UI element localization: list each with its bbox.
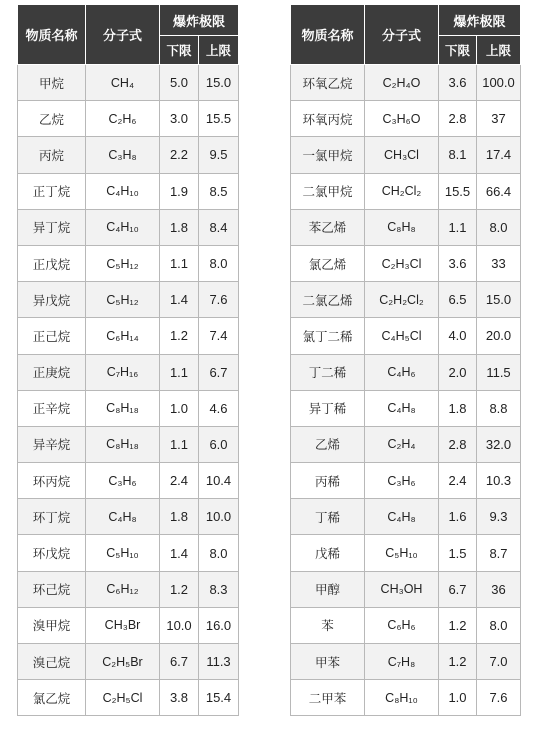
upper-limit-cell: 8.8 — [477, 390, 521, 426]
substance-name-cell: 丙烷 — [18, 137, 86, 173]
header-explosion-limits: 爆炸极限 — [439, 5, 521, 36]
formula-cell: C₈H₁₈ — [86, 390, 160, 426]
substance-name-cell: 氯乙烯 — [291, 245, 365, 281]
table-row — [18, 499, 239, 535]
substance-name-cell: 环氧丙烷 — [291, 101, 365, 137]
formula-cell: C₈H₁₀ — [365, 680, 439, 716]
formula-cell: C₄H₈ — [365, 499, 439, 535]
lower-limit-cell: 2.4 — [439, 463, 477, 499]
substance-name-cell: 环丙烷 — [18, 463, 86, 499]
upper-limit-cell: 33 — [477, 245, 521, 281]
lower-limit-cell: 3.0 — [160, 101, 199, 137]
upper-limit-cell: 8.3 — [199, 571, 239, 607]
lower-limit-cell: 1.8 — [160, 209, 199, 245]
table-row — [291, 245, 521, 281]
table-row — [18, 65, 239, 101]
substance-name-cell: 环氧乙烷 — [291, 65, 365, 101]
lower-limit-cell: 10.0 — [160, 607, 199, 643]
upper-limit-cell: 8.0 — [199, 535, 239, 571]
table-row — [18, 426, 239, 462]
upper-limit-cell: 8.5 — [199, 173, 239, 209]
formula-cell: CH₃Cl — [365, 137, 439, 173]
upper-limit-cell: 16.0 — [199, 607, 239, 643]
formula-cell: CH₃Br — [86, 607, 160, 643]
upper-limit-cell: 7.6 — [199, 282, 239, 318]
table-row — [18, 282, 239, 318]
substance-name-cell: 甲苯 — [291, 644, 365, 680]
substance-name-cell: 氯乙烷 — [18, 680, 86, 716]
formula-cell: C₃H₆O — [365, 101, 439, 137]
table-row — [291, 426, 521, 462]
table-row — [291, 209, 521, 245]
lower-limit-cell: 1.4 — [160, 282, 199, 318]
formula-cell: C₄H₈ — [86, 499, 160, 535]
lower-limit-cell: 1.8 — [439, 390, 477, 426]
header-upper-limit: 上限 — [477, 36, 521, 65]
table-row — [291, 571, 521, 607]
upper-limit-cell: 15.0 — [477, 282, 521, 318]
substance-name-cell: 氯丁二稀 — [291, 318, 365, 354]
formula-cell: CH₄ — [86, 65, 160, 101]
substance-name-cell: 丁二稀 — [291, 354, 365, 390]
formula-cell: C₂H₄ — [365, 426, 439, 462]
table-row — [18, 209, 239, 245]
table-row — [18, 390, 239, 426]
lower-limit-cell: 1.6 — [439, 499, 477, 535]
upper-limit-cell: 9.3 — [477, 499, 521, 535]
table-row — [291, 354, 521, 390]
upper-limit-cell: 15.4 — [199, 680, 239, 716]
formula-cell: CH₃OH — [365, 571, 439, 607]
substance-name-cell: 正戊烷 — [18, 245, 86, 281]
substance-name-cell: 正己烷 — [18, 318, 86, 354]
lower-limit-cell: 5.0 — [160, 65, 199, 101]
lower-limit-cell: 1.1 — [439, 209, 477, 245]
lower-limit-cell: 6.7 — [160, 644, 199, 680]
formula-cell: C₄H₁₀ — [86, 209, 160, 245]
upper-limit-cell: 37 — [477, 101, 521, 137]
upper-limit-cell: 6.7 — [199, 354, 239, 390]
formula-cell: CH₂Cl₂ — [365, 173, 439, 209]
upper-limit-cell: 20.0 — [477, 318, 521, 354]
header-substance-name: 物质名称 — [18, 5, 86, 65]
lower-limit-cell: 1.2 — [160, 571, 199, 607]
upper-limit-cell: 36 — [477, 571, 521, 607]
upper-limit-cell: 8.0 — [477, 607, 521, 643]
substance-name-cell: 甲醇 — [291, 571, 365, 607]
upper-limit-cell: 10.3 — [477, 463, 521, 499]
lower-limit-cell: 4.0 — [439, 318, 477, 354]
table-row — [18, 354, 239, 390]
upper-limit-cell: 4.6 — [199, 390, 239, 426]
lower-limit-cell: 1.0 — [160, 390, 199, 426]
substance-name-cell: 溴甲烷 — [18, 607, 86, 643]
lower-limit-cell: 2.4 — [160, 463, 199, 499]
substance-name-cell: 丙稀 — [291, 463, 365, 499]
table-row — [18, 137, 239, 173]
formula-cell: C₇H₈ — [365, 644, 439, 680]
upper-limit-cell: 15.5 — [199, 101, 239, 137]
upper-limit-cell: 32.0 — [477, 426, 521, 462]
table-row — [18, 173, 239, 209]
header-upper-limit: 上限 — [199, 36, 239, 65]
upper-limit-cell: 8.0 — [199, 245, 239, 281]
lower-limit-cell: 2.0 — [439, 354, 477, 390]
lower-limit-cell: 1.2 — [439, 607, 477, 643]
table-row — [18, 245, 239, 281]
table-row — [291, 282, 521, 318]
formula-cell: C₂H₅Br — [86, 644, 160, 680]
substance-name-cell: 二甲苯 — [291, 680, 365, 716]
substance-name-cell: 异辛烷 — [18, 426, 86, 462]
lower-limit-cell: 1.2 — [160, 318, 199, 354]
lower-limit-cell: 15.5 — [439, 173, 477, 209]
lower-limit-cell: 6.7 — [439, 571, 477, 607]
lower-limit-cell: 1.2 — [439, 644, 477, 680]
header-lower-limit: 下限 — [439, 36, 477, 65]
formula-cell: C₅H₁₂ — [86, 245, 160, 281]
table-row — [18, 571, 239, 607]
header-formula: 分子式 — [365, 5, 439, 65]
substance-name-cell: 乙烷 — [18, 101, 86, 137]
substance-name-cell: 二氯甲烷 — [291, 173, 365, 209]
table-row — [291, 644, 521, 680]
formula-cell: C₃H₆ — [86, 463, 160, 499]
table-row — [18, 463, 239, 499]
formula-cell: C₂H₃Cl — [365, 245, 439, 281]
upper-limit-cell: 7.0 — [477, 644, 521, 680]
table-body-left — [18, 65, 239, 716]
table-row — [291, 607, 521, 643]
substance-name-cell: 异戊烷 — [18, 282, 86, 318]
substance-name-cell: 苯乙烯 — [291, 209, 365, 245]
upper-limit-cell: 10.4 — [199, 463, 239, 499]
table-row — [291, 101, 521, 137]
upper-limit-cell: 8.0 — [477, 209, 521, 245]
substance-name-cell: 苯 — [291, 607, 365, 643]
substance-name-cell: 一氯甲烷 — [291, 137, 365, 173]
substance-name-cell: 环己烷 — [18, 571, 86, 607]
lower-limit-cell: 1.8 — [160, 499, 199, 535]
formula-cell: C₆H₁₄ — [86, 318, 160, 354]
formula-cell: C₂H₆ — [86, 101, 160, 137]
formula-cell: C₃H₈ — [86, 137, 160, 173]
substance-name-cell: 正丁烷 — [18, 173, 86, 209]
upper-limit-cell: 8.4 — [199, 209, 239, 245]
formula-cell: C₄H₅Cl — [365, 318, 439, 354]
upper-limit-cell: 100.0 — [477, 65, 521, 101]
substance-name-cell: 戊稀 — [291, 535, 365, 571]
substance-name-cell: 正辛烷 — [18, 390, 86, 426]
upper-limit-cell: 11.5 — [477, 354, 521, 390]
lower-limit-cell: 1.9 — [160, 173, 199, 209]
explosion-limits-table-left — [17, 4, 239, 716]
table-row — [291, 173, 521, 209]
upper-limit-cell: 17.4 — [477, 137, 521, 173]
substance-name-cell: 二氯乙烯 — [291, 282, 365, 318]
substance-name-cell: 正庚烷 — [18, 354, 86, 390]
lower-limit-cell: 8.1 — [439, 137, 477, 173]
upper-limit-cell: 66.4 — [477, 173, 521, 209]
formula-cell: C₆H₆ — [365, 607, 439, 643]
header-explosion-limits: 爆炸极限 — [160, 5, 239, 36]
lower-limit-cell: 1.0 — [439, 680, 477, 716]
upper-limit-cell: 10.0 — [199, 499, 239, 535]
formula-cell: C₆H₁₂ — [86, 571, 160, 607]
table-row — [18, 101, 239, 137]
lower-limit-cell: 2.2 — [160, 137, 199, 173]
substance-name-cell: 异丁烷 — [18, 209, 86, 245]
table-row — [18, 680, 239, 716]
lower-limit-cell: 6.5 — [439, 282, 477, 318]
header-formula: 分子式 — [86, 5, 160, 65]
upper-limit-cell: 6.0 — [199, 426, 239, 462]
lower-limit-cell: 1.1 — [160, 354, 199, 390]
formula-cell: C₄H₆ — [365, 354, 439, 390]
formula-cell: C₂H₅Cl — [86, 680, 160, 716]
lower-limit-cell: 1.1 — [160, 426, 199, 462]
formula-cell: C₅H₁₂ — [86, 282, 160, 318]
header-substance-name: 物质名称 — [291, 5, 365, 65]
lower-limit-cell: 3.6 — [439, 245, 477, 281]
table-row — [291, 535, 521, 571]
lower-limit-cell: 1.1 — [160, 245, 199, 281]
formula-cell: C₃H₆ — [365, 463, 439, 499]
lower-limit-cell: 2.8 — [439, 101, 477, 137]
table-row — [291, 65, 521, 101]
table-row — [18, 644, 239, 680]
upper-limit-cell: 9.5 — [199, 137, 239, 173]
table-body-right — [291, 65, 521, 716]
table-row — [18, 318, 239, 354]
table-row — [291, 137, 521, 173]
table-row — [291, 680, 521, 716]
substance-name-cell: 环丁烷 — [18, 499, 86, 535]
substance-name-cell: 溴己烷 — [18, 644, 86, 680]
upper-limit-cell: 7.4 — [199, 318, 239, 354]
table-row — [291, 463, 521, 499]
formula-cell: C₇H₁₆ — [86, 354, 160, 390]
formula-cell: C₄H₁₀ — [86, 173, 160, 209]
lower-limit-cell: 2.8 — [439, 426, 477, 462]
lower-limit-cell: 1.4 — [160, 535, 199, 571]
lower-limit-cell: 3.8 — [160, 680, 199, 716]
upper-limit-cell: 15.0 — [199, 65, 239, 101]
substance-name-cell: 丁稀 — [291, 499, 365, 535]
substance-name-cell: 乙烯 — [291, 426, 365, 462]
explosion-limits-table-right — [290, 4, 521, 716]
substance-name-cell: 甲烷 — [18, 65, 86, 101]
formula-cell: C₈H₈ — [365, 209, 439, 245]
table-row — [291, 390, 521, 426]
table-row — [18, 607, 239, 643]
upper-limit-cell: 7.6 — [477, 680, 521, 716]
formula-cell: C₂H₄O — [365, 65, 439, 101]
lower-limit-cell: 1.5 — [439, 535, 477, 571]
lower-limit-cell: 3.6 — [439, 65, 477, 101]
substance-name-cell: 环戊烷 — [18, 535, 86, 571]
formula-cell: C₂H₂Cl₂ — [365, 282, 439, 318]
upper-limit-cell: 8.7 — [477, 535, 521, 571]
formula-cell: C₈H₁₈ — [86, 426, 160, 462]
header-lower-limit: 下限 — [160, 36, 199, 65]
table-row — [291, 499, 521, 535]
formula-cell: C₅H₁₀ — [86, 535, 160, 571]
table-row — [291, 318, 521, 354]
formula-cell: C₄H₈ — [365, 390, 439, 426]
upper-limit-cell: 11.3 — [199, 644, 239, 680]
table-row — [18, 535, 239, 571]
formula-cell: C₅H₁₀ — [365, 535, 439, 571]
substance-name-cell: 异丁稀 — [291, 390, 365, 426]
